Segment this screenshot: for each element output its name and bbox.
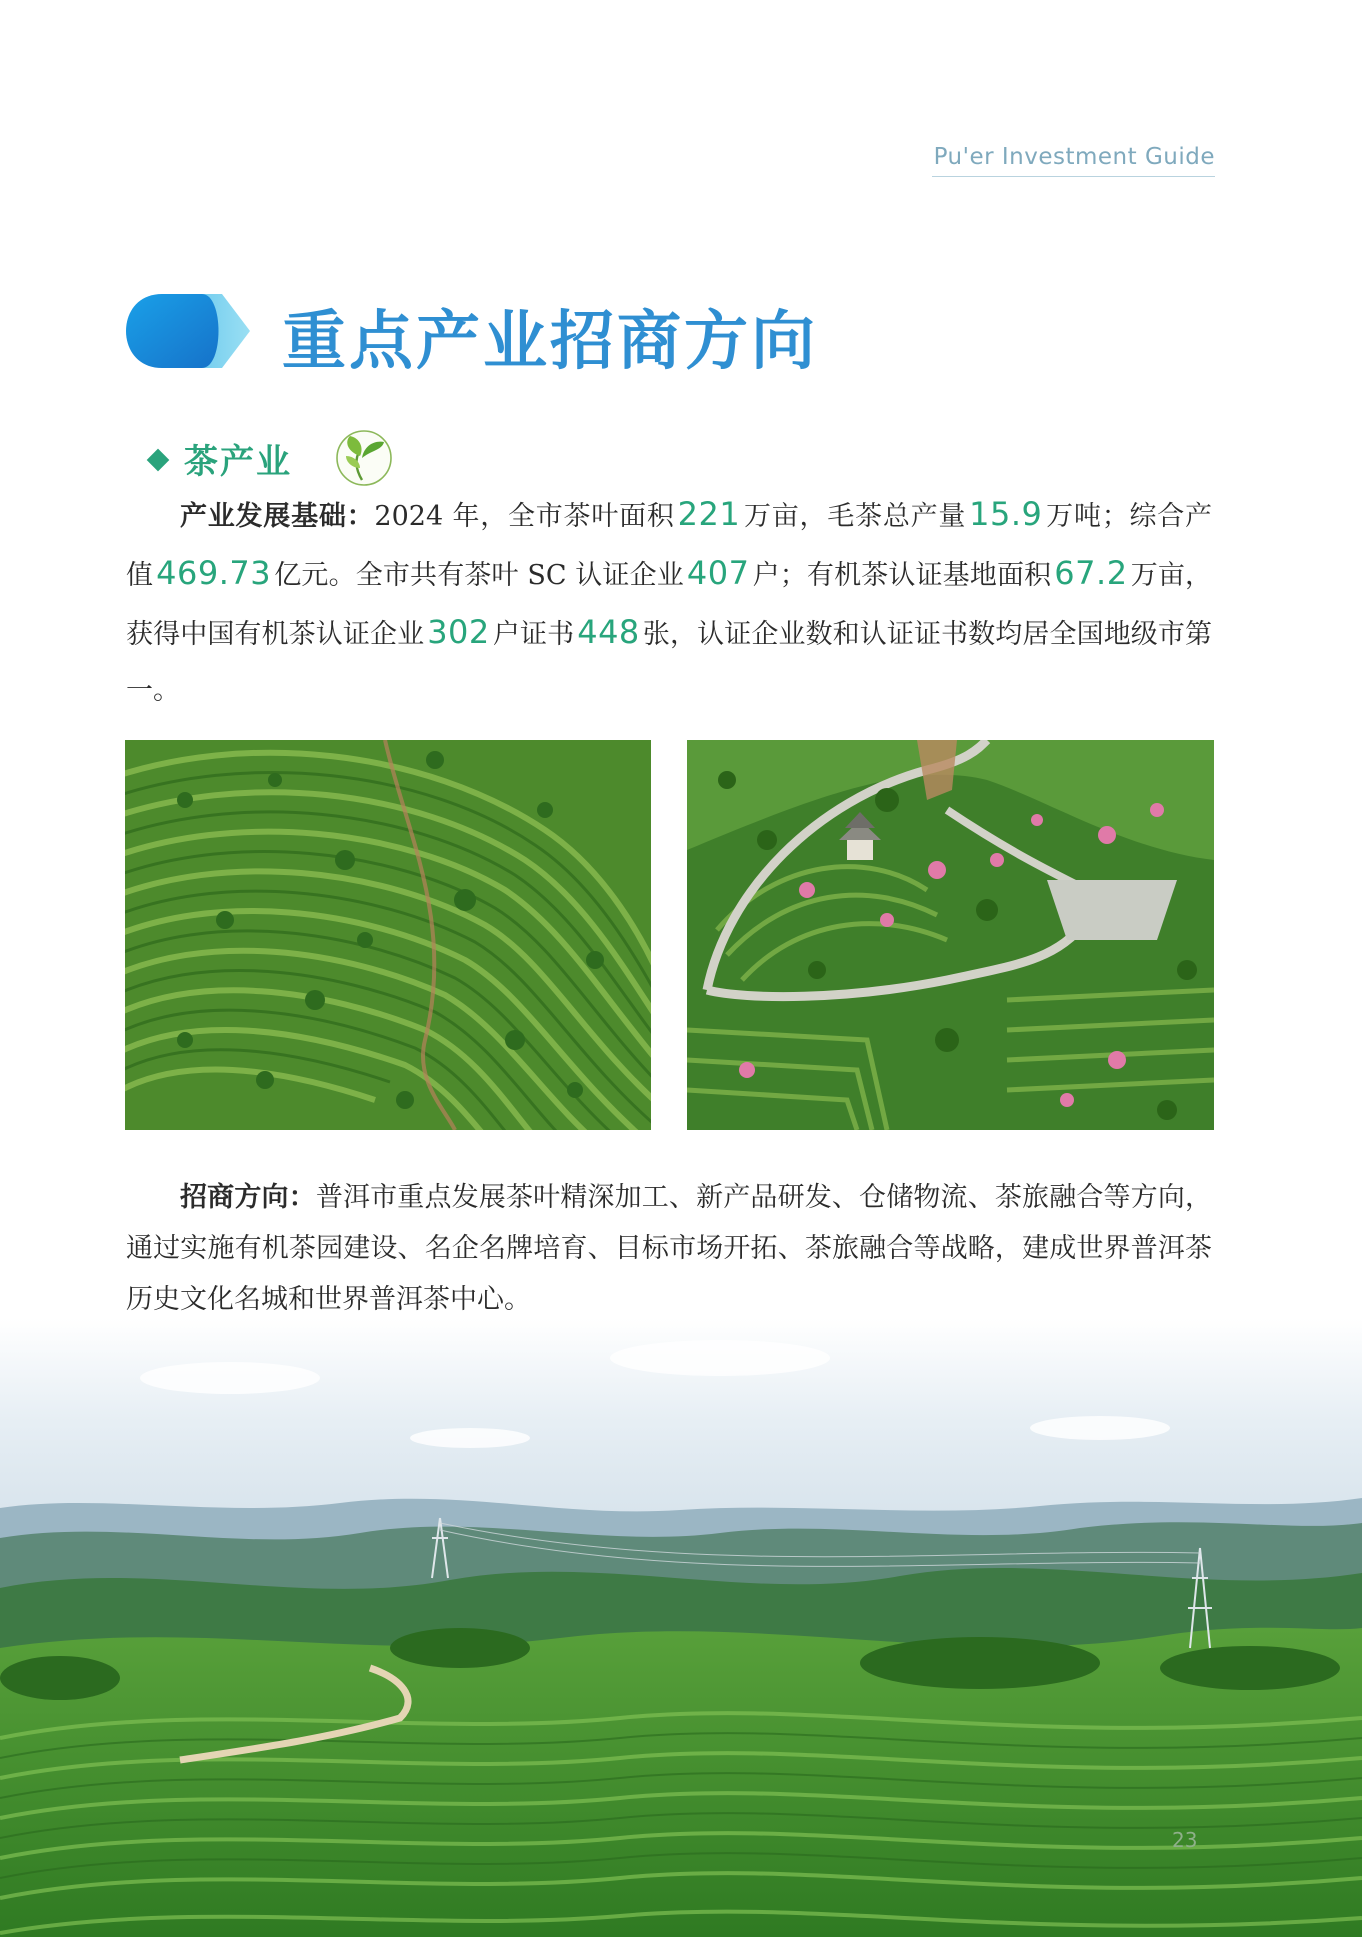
section-heading (124, 290, 1124, 379)
paragraph-label: 产业发展基础： (180, 501, 375, 532)
text: 万吨；综合产值 (126, 501, 1213, 591)
page-number: 23 (1172, 1828, 1198, 1852)
text: 2024 年，全市茶叶面积 (374, 501, 675, 532)
highlight-number: 469.73 (156, 554, 272, 592)
tea-garden-pavilion-photo-right (687, 740, 1214, 1130)
section-title: 重点产业招商方向 (282, 305, 818, 379)
paragraph-label: 招商方向： (180, 1182, 316, 1213)
highlight-number: 302 (427, 613, 490, 651)
highlight-number: 407 (686, 554, 750, 592)
highlight-number: 221 (677, 495, 741, 533)
tea-leaf-icon (334, 428, 394, 488)
diamond-icon (147, 449, 170, 472)
highlight-number: 67.2 (1054, 554, 1128, 592)
text: 张，认证企业数和认证证书数均居全国地级市第一。 (126, 619, 1213, 706)
tea-terrace-photo-left (125, 740, 651, 1130)
text: 亿元。全市共有茶叶 SC 认证企业 (274, 560, 684, 591)
text: 普洱市重点发展茶叶精深加工、新产品研发、仓储物流、茶旅融合等方向，通过实施有机茶园建设、名企名牌培育、目标市场开拓、茶旅融合等战略，建成世界普洱茶历史文化名城和世界普洱茶中心。 (126, 1182, 1213, 1315)
tea-hills-landscape-photo (0, 1318, 1362, 1937)
text: 万亩，获得中国有机茶认证企业 (126, 560, 1213, 650)
highlight-number: 15.9 (969, 495, 1043, 533)
highlight-number: 448 (577, 613, 640, 651)
blue-drop-arrow-icon (124, 292, 252, 370)
subsection-title: 茶产业 (184, 442, 292, 482)
investment-direction-paragraph (126, 1172, 1212, 1325)
industry-foundation-paragraph (126, 486, 1212, 719)
text: 户；有机茶认证基地面积 (752, 560, 1052, 591)
text: 万亩，毛茶总产量 (743, 501, 967, 532)
text: 户证书 (492, 619, 575, 650)
running-header: Pu'er Investment Guide (932, 144, 1215, 177)
subsection-heading (146, 428, 546, 488)
